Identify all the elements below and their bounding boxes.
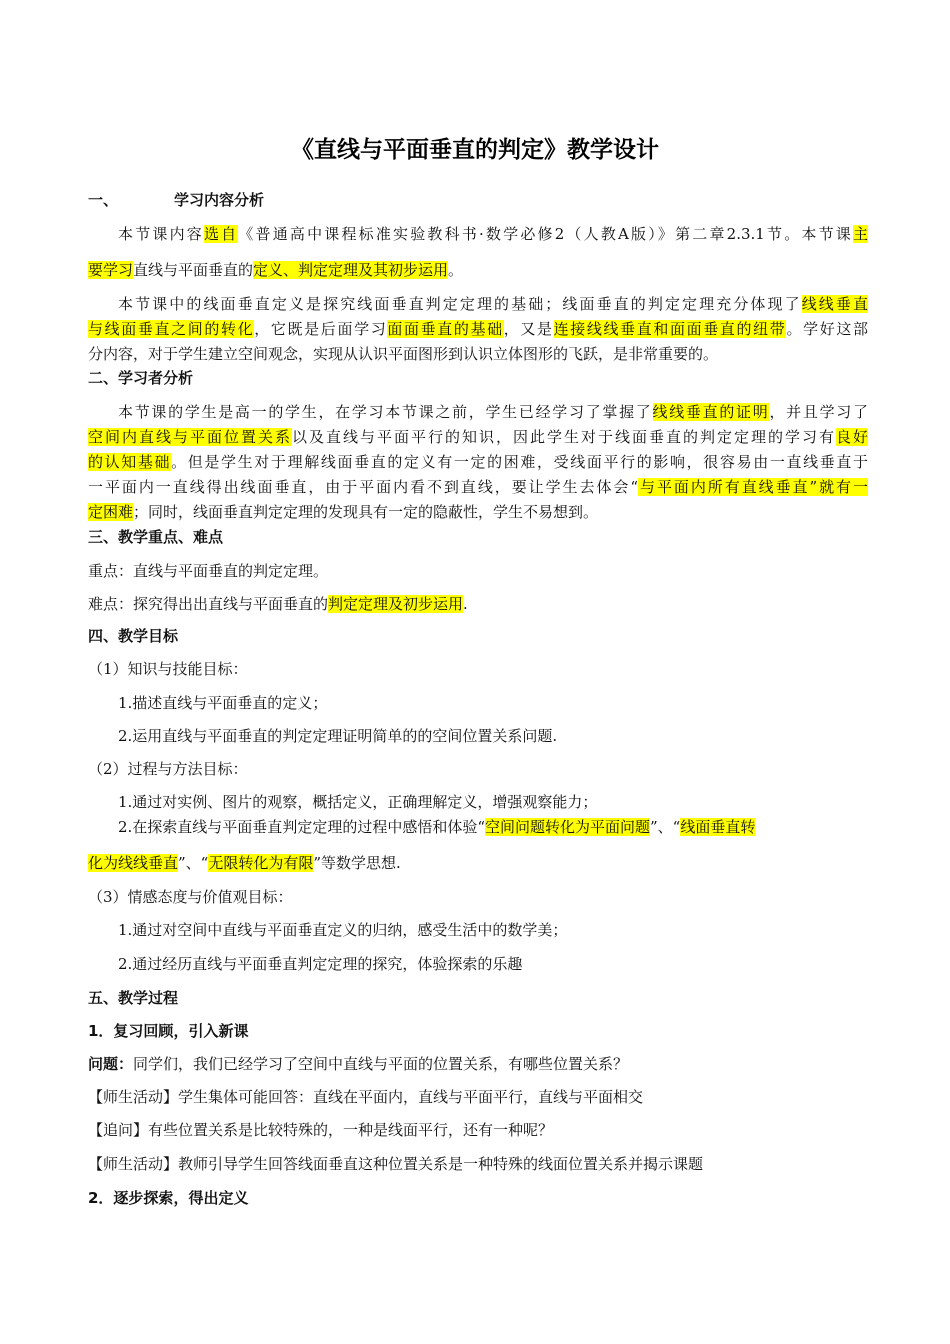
paragraph-line: 分内容，对于学生建立空间观念，实现从认识平面图形到认识立体图形的飞跃，是非常重要的。	[88, 345, 719, 363]
text-run: 直线与平面垂直的	[133, 261, 254, 279]
activity-label: 【师生活动】	[88, 1155, 179, 1173]
text-run: ”等数学思想.	[313, 854, 401, 872]
section-4-heading: 四、教学目标	[88, 627, 179, 645]
text-run: 《普通高中课程标准实验教科书·数学必修2（人教A版）》第二章2.3.1节。本节课	[238, 225, 853, 243]
section-5-heading: 五、教学过程	[88, 989, 179, 1007]
paragraph-line	[88, 258, 868, 282]
highlighted-text: 要学习	[88, 261, 134, 279]
highlighted-text: 判定定理及初步运用	[328, 595, 464, 613]
section-1-number: 一、	[88, 191, 119, 209]
highlighted-text: 良好	[835, 428, 868, 446]
key-point: 重点：直线与平面垂直的判定定理。	[88, 562, 329, 580]
section-1-title: 学习内容分析	[174, 191, 265, 209]
document-title: 《直线与平面垂直的判定》教学设计	[291, 137, 659, 163]
text-run: 一平面内一直线得出线面垂直，由于平面内看不到直线，要让学生去体会“	[88, 478, 639, 496]
highlighted-text: 面面垂直的基础	[387, 320, 504, 338]
highlighted-text: 定义、判定定理及其初步运用	[253, 261, 449, 279]
highlighted-text: 选自	[203, 225, 239, 243]
highlighted-text: 的认知基础	[88, 453, 172, 471]
paragraph-line	[88, 400, 868, 424]
question-line	[88, 1052, 868, 1076]
text-run: 学生集体可能回答：直线在平面内，直线与平面平行，直线与平面相交	[178, 1088, 644, 1106]
highlighted-text: 线线垂直的证明	[652, 403, 770, 421]
text-run: ”、“	[650, 818, 681, 836]
text-run: ”、“	[178, 854, 209, 872]
text-run: 。学好这部	[786, 320, 868, 338]
text-run: 难点：探究得出出直线与平面垂直的	[88, 595, 329, 613]
highlighted-text: 与平面内所有直线垂直”就有一	[638, 478, 869, 496]
highlighted-text: 无限转化为有限	[208, 854, 314, 872]
goal-group-3: （3）情感态度与价值观目标：	[88, 888, 293, 906]
paragraph-line	[88, 500, 868, 524]
text-run: 本节课的学生是高一的学生，在学习本节课之前，学生已经学习了掌握了	[118, 403, 653, 421]
highlighted-text: 空间内直线与平面位置关系	[88, 428, 292, 446]
goal-item: 2.运用直线与平面垂直的判定定理证明简单的的空间位置关系问题.	[118, 727, 558, 745]
activity-label: 【师生活动】	[88, 1088, 179, 1106]
activity-line	[88, 1152, 868, 1176]
highlighted-text: 化为线线垂直	[88, 854, 179, 872]
text-run: 。但是学生对于理解线面垂直的定义有一定的困难，受线面平行的影响，很容易由一直线垂直于	[171, 453, 868, 471]
question-label: 问题：	[88, 1055, 134, 1073]
text-run: 同学们，我们已经学习了空间中直线与平面的位置关系，有哪些位置关系？	[133, 1055, 629, 1073]
subsection-1-heading: 1．复习回顾，引入新课	[88, 1022, 249, 1040]
highlighted-text: 连接线线垂直和面面垂直的纽带	[553, 320, 787, 338]
text-run: 。	[448, 261, 464, 279]
highlighted-text: 主	[852, 225, 868, 243]
section-2-heading: 二、学习者分析	[88, 369, 194, 387]
text-run: 以及直线与平面平行的知识，因此学生对于线面垂直的判定定理的学习有	[292, 428, 836, 446]
paragraph-line	[88, 450, 868, 474]
text-run: 有些位置关系是比较特殊的，一种是线面平行，还有一种呢？	[148, 1121, 554, 1139]
text-run: 本节课中的线面垂直定义是探究线面垂直判定定理的基础；线面垂直的判定定理充分体现了	[118, 295, 802, 313]
text-run: 教师引导学生回答线面垂直这种位置关系是一种特殊的线面位置关系并揭示课题	[178, 1155, 704, 1173]
paragraph-line	[88, 425, 868, 449]
goal-group-1: （1）知识与技能目标：	[88, 660, 248, 678]
difficult-point	[88, 592, 868, 616]
goal-item: 2.通过经历直线与平面垂直判定定理的探究，体验探索的乐趣	[118, 955, 523, 973]
highlighted-text: 定困难	[88, 503, 134, 521]
highlighted-text: 线面垂直转	[680, 818, 756, 836]
text-run: .	[463, 595, 468, 613]
goal-group-2: （2）过程与方法目标：	[88, 760, 248, 778]
text-run: ，它既是后面学习	[254, 320, 388, 338]
text-run: ；同时，线面垂直判定定理的发现具有一定的隐蔽性，学生不易想到。	[133, 503, 599, 521]
goal-item	[118, 815, 868, 839]
goal-item: 1.通过对实例、图片的观察，概括定义，正确理解定义，增强观察能力；	[118, 793, 598, 811]
paragraph-line	[88, 292, 868, 316]
paragraph-line	[88, 475, 868, 499]
section-1-heading	[88, 188, 868, 212]
goal-item: 1.描述直线与平面垂直的定义；	[118, 694, 328, 712]
highlighted-text: 与线面垂直之间的转化	[88, 320, 255, 338]
paragraph-line	[88, 222, 868, 246]
text-run: 本节课内容	[118, 225, 204, 243]
text-run: ，并且学习了	[769, 403, 868, 421]
section-3-heading: 三、教学重点、难点	[88, 528, 224, 546]
paragraph-line	[88, 317, 868, 341]
activity-line	[88, 1085, 868, 1109]
goal-item: 1.通过对空间中直线与平面垂直定义的归纳，感受生活中的数学美；	[118, 921, 568, 939]
text-run: ，又是	[503, 320, 554, 338]
highlighted-text: 线线垂直	[801, 295, 868, 313]
goal-item-continued	[88, 851, 868, 875]
highlighted-text: 空间问题转化为平面问题	[484, 818, 650, 836]
subsection-2-heading: 2．逐步探索，得出定义	[88, 1189, 249, 1207]
followup-line	[88, 1118, 868, 1142]
followup-label: 【追问】	[88, 1121, 149, 1139]
text-run: 2.在探索直线与平面垂直判定定理的过程中感悟和体验“	[118, 818, 485, 836]
